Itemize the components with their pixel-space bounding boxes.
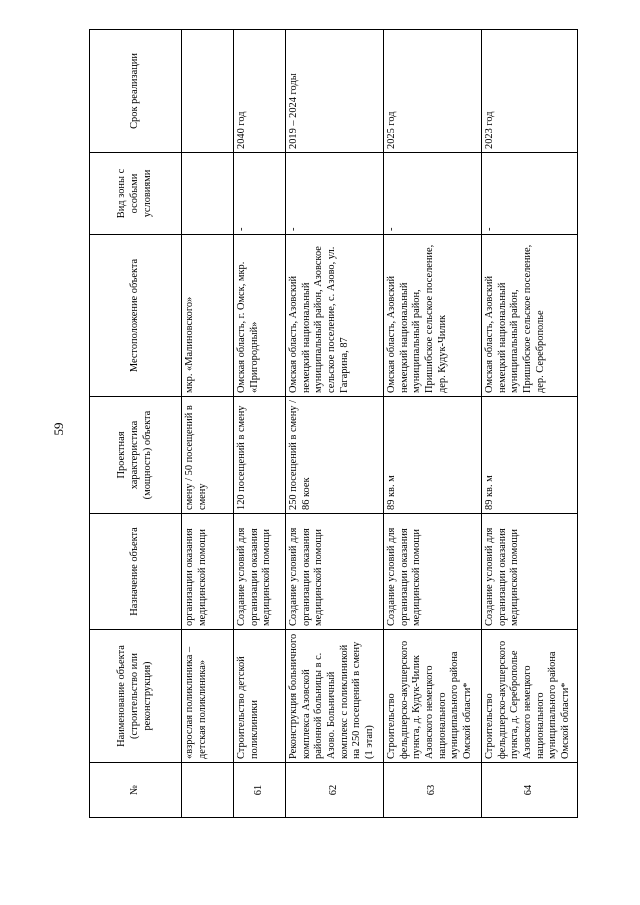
row-term: 2025 год	[384, 30, 482, 153]
row-capacity: 89 кв. м	[384, 397, 482, 514]
row-location: мкр. «Малиновского»	[182, 235, 234, 397]
row-name: Строительство детской поликлиники	[234, 630, 286, 763]
row-term: 2019 – 2024 годы	[286, 30, 384, 153]
row-zone: -	[384, 153, 482, 235]
header-term: Срок реализации	[90, 30, 182, 153]
row-purpose: Создание условий для организации оказания медицинской помощи	[482, 514, 578, 630]
row-number: 62	[286, 763, 384, 818]
row-zone: -	[286, 153, 384, 235]
row-term	[182, 30, 234, 153]
table-row	[234, 30, 286, 818]
row-location: Омская область, г. Омск, мкр. «Пригородный»	[234, 235, 286, 397]
row-location: Омская область, Азовский немецкий национальный муниципальный район, Азовское сельское поселение, с. Азово, ул. Гагарина, 87	[286, 235, 384, 397]
header-capacity: Проектная характеристика (мощность) объекта	[90, 397, 182, 514]
row-number: 64	[482, 763, 578, 818]
header-number: №	[90, 763, 182, 818]
row-location: Омская область, Азовский немецкий национальный муниципальный район, Пришибское сельское поселение, дер. Кудук-Чилик	[384, 235, 482, 397]
row-number: 61	[234, 763, 286, 818]
row-zone: -	[482, 153, 578, 235]
table-header-row	[90, 30, 182, 818]
row-term: 2040 год	[234, 30, 286, 153]
row-name: Строительство фельдшерско-акушерского пункта, д. Сереброполье Азовского немецкого национального муниципального района Омской области*	[482, 630, 578, 763]
row-name: Реконструкция больничного комплекса Азовской районной больницы в с. Азово. Больничный комплекс с поликлиникой на 250 посещений в смену (1 этап)	[286, 630, 384, 763]
table-row	[182, 30, 234, 818]
header-purpose: Назначение объекта	[90, 514, 182, 630]
header-name: Наименование объекта (строительство или реконструкция)	[90, 630, 182, 763]
table-row	[482, 30, 578, 818]
row-purpose: Создание условий для организации оказания медицинской помощи	[234, 514, 286, 630]
header-location: Местоположение объекта	[90, 235, 182, 397]
row-purpose: Создание условий для организации оказания медицинской помощи	[286, 514, 384, 630]
row-capacity: 89 кв. м	[482, 397, 578, 514]
rotated-table-container	[89, 30, 577, 818]
row-zone	[182, 153, 234, 235]
row-term: 2023 год	[482, 30, 578, 153]
row-capacity: смену / 50 посещений в смену	[182, 397, 234, 514]
row-capacity: 250 посещений в смену / 86 коек	[286, 397, 384, 514]
row-capacity: 120 посещений в смену	[234, 397, 286, 514]
objects-table	[89, 29, 578, 818]
row-purpose: Создание условий для организации оказания медицинской помощи	[384, 514, 482, 630]
row-purpose: организации оказания медицинской помощи	[182, 514, 234, 630]
header-zone: Вид зоны с особыми условиями	[90, 153, 182, 235]
table-row	[384, 30, 482, 818]
page-number: 59	[51, 422, 66, 436]
row-name: «взрослая поликлиника – детская поликлиника»	[182, 630, 234, 763]
table-row	[286, 30, 384, 818]
row-location: Омская область, Азовский немецкий национальный муниципальный район, Пришибское сельское поселение, дер. Сереброполье	[482, 235, 578, 397]
row-number	[182, 763, 234, 818]
row-zone: -	[234, 153, 286, 235]
row-number: 63	[384, 763, 482, 818]
row-name: Строительство фельдшерско-акушерского пункта, д. Кудук-Чилик Азовского немецкого национального муниципального района Омской области*	[384, 630, 482, 763]
